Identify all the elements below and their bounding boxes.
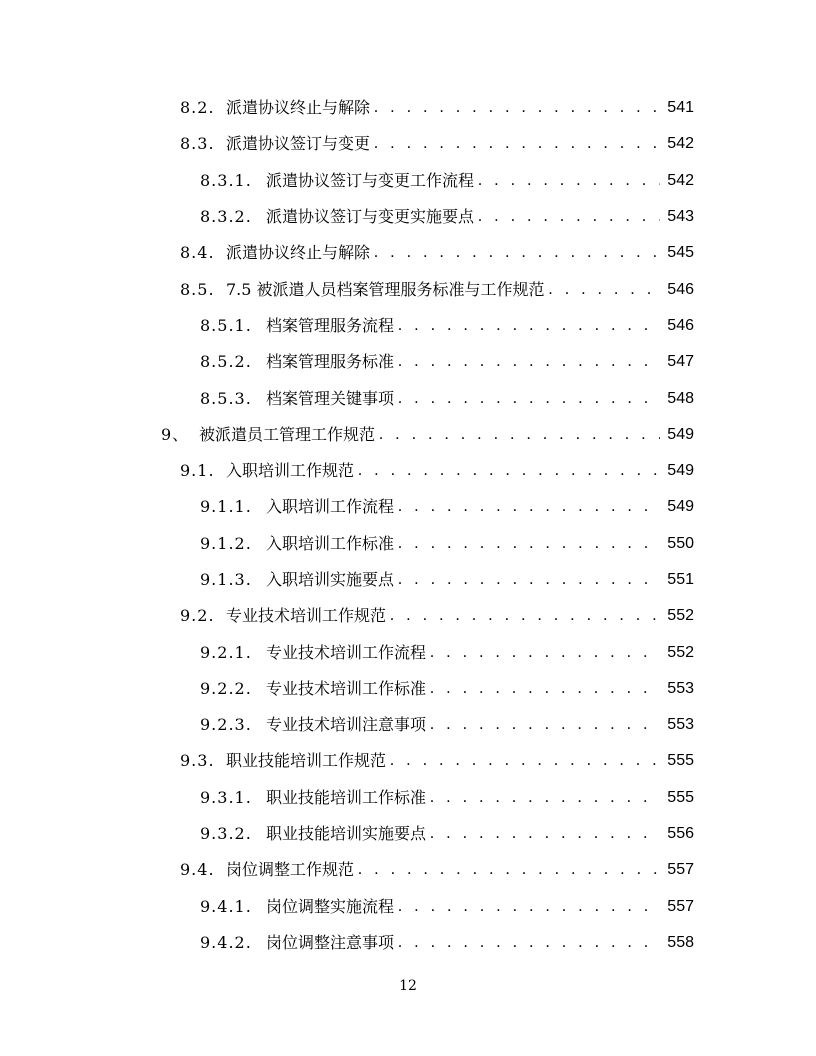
dot-leader bbox=[398, 534, 660, 554]
toc-entry-page-number: 553 bbox=[667, 679, 694, 697]
toc-entry-title: 专业技术培训工作流程 bbox=[266, 642, 427, 662]
dot-leader bbox=[430, 679, 660, 699]
toc-entry-page-number: 555 bbox=[667, 752, 694, 770]
toc-entry-number: 8.3.2. bbox=[200, 207, 252, 227]
toc-entry[interactable] bbox=[0, 163, 816, 199]
toc-entry-page-number: 555 bbox=[667, 788, 694, 806]
toc-entry-page-number: 548 bbox=[667, 389, 694, 407]
toc-entry-number: 9.2.1. bbox=[200, 642, 252, 662]
table-of-contents bbox=[0, 90, 816, 961]
toc-entry-page-number: 542 bbox=[667, 171, 694, 189]
dot-leader bbox=[549, 280, 660, 300]
dot-leader bbox=[374, 134, 660, 154]
toc-entry-page-number: 547 bbox=[667, 353, 694, 371]
toc-entry-title: 档案管理服务流程 bbox=[266, 315, 395, 335]
dot-leader bbox=[398, 316, 660, 336]
toc-entry-number: 9.1.1. bbox=[200, 497, 252, 517]
toc-entry[interactable] bbox=[0, 380, 816, 416]
toc-entry-page-number: 542 bbox=[667, 135, 694, 153]
toc-entry[interactable] bbox=[0, 271, 816, 307]
toc-entry[interactable] bbox=[0, 235, 816, 271]
toc-entry-page-number: 549 bbox=[667, 425, 694, 443]
toc-entry-page-number: 556 bbox=[667, 825, 694, 843]
toc-entry[interactable] bbox=[0, 780, 816, 816]
dot-leader bbox=[398, 389, 660, 409]
dot-leader bbox=[398, 570, 660, 590]
toc-entry-number: 9.1. bbox=[180, 461, 215, 481]
toc-entry[interactable] bbox=[0, 489, 816, 525]
toc-entry[interactable] bbox=[0, 634, 816, 670]
toc-entry-title: 被派遣员工管理工作规范 bbox=[199, 424, 376, 444]
toc-entry-number: 8.5. bbox=[180, 279, 215, 299]
toc-entry[interactable] bbox=[0, 889, 816, 925]
toc-entry[interactable] bbox=[0, 598, 816, 634]
toc-entry-page-number: 557 bbox=[667, 861, 694, 879]
dot-leader bbox=[478, 171, 660, 191]
toc-entry[interactable] bbox=[0, 671, 816, 707]
toc-entry-title: 专业技术培训工作标准 bbox=[266, 678, 427, 698]
toc-entry-page-number: 543 bbox=[667, 208, 694, 226]
toc-entry-number: 9.2.2. bbox=[200, 678, 252, 698]
toc-entry-title: 岗位调整工作规范 bbox=[226, 860, 355, 880]
toc-entry-title: 派遣协议终止与解除 bbox=[226, 98, 371, 118]
toc-entry[interactable] bbox=[0, 308, 816, 344]
dot-leader bbox=[398, 897, 660, 917]
dot-leader bbox=[358, 860, 660, 880]
dot-leader bbox=[398, 497, 660, 517]
toc-entry-number: 9.2. bbox=[180, 606, 215, 626]
toc-entry-page-number: 550 bbox=[667, 534, 694, 552]
dot-leader bbox=[478, 207, 660, 227]
toc-entry-title: 职业技能培训实施要点 bbox=[266, 824, 427, 844]
toc-entry-title: 职业技能培训工作标准 bbox=[266, 787, 427, 807]
toc-entry-title: 档案管理关键事项 bbox=[266, 388, 395, 408]
toc-entry-page-number: 546 bbox=[667, 316, 694, 334]
toc-entry-number: 9、 bbox=[161, 424, 190, 444]
toc-entry-number: 9.4.1. bbox=[200, 896, 252, 916]
toc-entry[interactable] bbox=[0, 925, 816, 961]
toc-entry-title: 派遣协议终止与解除 bbox=[226, 243, 371, 263]
toc-entry-number: 8.5.1. bbox=[200, 315, 252, 335]
dot-leader bbox=[379, 425, 660, 445]
toc-entry-title: 派遣协议签订与变更工作流程 bbox=[266, 170, 475, 190]
dot-leader bbox=[430, 824, 660, 844]
toc-entry-title: 派遣协议签订与变更 bbox=[226, 134, 371, 154]
toc-entry-page-number: 551 bbox=[667, 571, 694, 588]
toc-entry[interactable] bbox=[0, 562, 816, 598]
toc-entry[interactable] bbox=[0, 526, 816, 562]
dot-leader bbox=[430, 643, 660, 663]
toc-entry-number: 8.5.3. bbox=[200, 388, 252, 408]
dot-leader bbox=[374, 98, 660, 118]
toc-entry[interactable] bbox=[0, 852, 816, 888]
toc-entry[interactable] bbox=[0, 90, 816, 126]
toc-entry[interactable] bbox=[0, 743, 816, 779]
toc-entry-title: 岗位调整注意事项 bbox=[266, 932, 395, 952]
toc-entry-title: 入职培训工作流程 bbox=[266, 497, 395, 517]
toc-entry-page-number: 557 bbox=[667, 897, 694, 915]
toc-entry-number: 8.3.1. bbox=[200, 170, 252, 190]
toc-entry-title: 专业技术培训注意事项 bbox=[266, 715, 427, 735]
dot-leader bbox=[374, 243, 660, 263]
toc-entry-page-number: 549 bbox=[667, 498, 694, 516]
toc-entry-number: 9.1.3. bbox=[200, 570, 252, 589]
toc-entry[interactable] bbox=[0, 816, 816, 852]
toc-entry-number: 8.3. bbox=[180, 134, 215, 154]
toc-entry-page-number: 549 bbox=[667, 462, 694, 480]
dot-leader bbox=[430, 788, 660, 808]
dot-leader bbox=[430, 715, 660, 735]
dot-leader bbox=[398, 933, 660, 953]
dot-leader bbox=[390, 606, 660, 626]
toc-entry[interactable] bbox=[0, 417, 816, 453]
toc-entry-page-number: 558 bbox=[667, 933, 694, 951]
toc-entry-page-number: 553 bbox=[667, 716, 694, 734]
toc-entry-title: 岗位调整实施流程 bbox=[266, 896, 395, 916]
toc-entry-title: 派遣协议签订与变更实施要点 bbox=[266, 207, 475, 227]
dot-leader bbox=[390, 751, 660, 771]
toc-entry-number: 8.2. bbox=[180, 98, 215, 118]
page-number: 12 bbox=[399, 978, 417, 994]
toc-entry-number: 9.3.1. bbox=[200, 787, 252, 807]
toc-entry-title: 专业技术培训工作规范 bbox=[226, 606, 387, 626]
toc-entry-title: 入职培训实施要点 bbox=[266, 570, 395, 589]
toc-entry-title: 职业技能培训工作规范 bbox=[226, 751, 387, 771]
toc-entry-page-number: 541 bbox=[667, 99, 694, 117]
dot-leader bbox=[358, 461, 660, 481]
toc-entry-number: 9.4. bbox=[180, 860, 215, 880]
toc-entry-page-number: 545 bbox=[667, 244, 694, 262]
toc-entry-number: 9.1.2. bbox=[200, 533, 252, 553]
toc-entry[interactable] bbox=[0, 199, 816, 235]
toc-entry-title: 档案管理服务标准 bbox=[266, 352, 395, 372]
toc-entry-number: 8.4. bbox=[180, 243, 215, 263]
toc-entry-number: 9.3.2. bbox=[200, 824, 252, 844]
toc-entry-number: 9.2.3. bbox=[200, 715, 252, 735]
toc-entry[interactable] bbox=[0, 707, 816, 743]
toc-entry-number: 8.5.2. bbox=[200, 352, 252, 372]
toc-entry-page-number: 552 bbox=[667, 643, 694, 661]
toc-entry[interactable] bbox=[0, 344, 816, 380]
dot-leader bbox=[398, 352, 660, 372]
toc-entry[interactable] bbox=[0, 126, 816, 162]
toc-entry-title: 入职培训工作标准 bbox=[266, 533, 395, 553]
toc-entry-page-number: 546 bbox=[667, 280, 694, 298]
toc-entry-title: 入职培训工作规范 bbox=[226, 461, 355, 481]
toc-entry-title: 7.5 被派遣人员档案管理服务标准与工作规范 bbox=[226, 279, 545, 299]
toc-entry[interactable] bbox=[0, 453, 816, 489]
toc-entry-number: 9.3. bbox=[180, 751, 215, 771]
toc-entry-page-number: 552 bbox=[667, 607, 694, 625]
toc-entry-number: 9.4.2. bbox=[200, 932, 252, 952]
